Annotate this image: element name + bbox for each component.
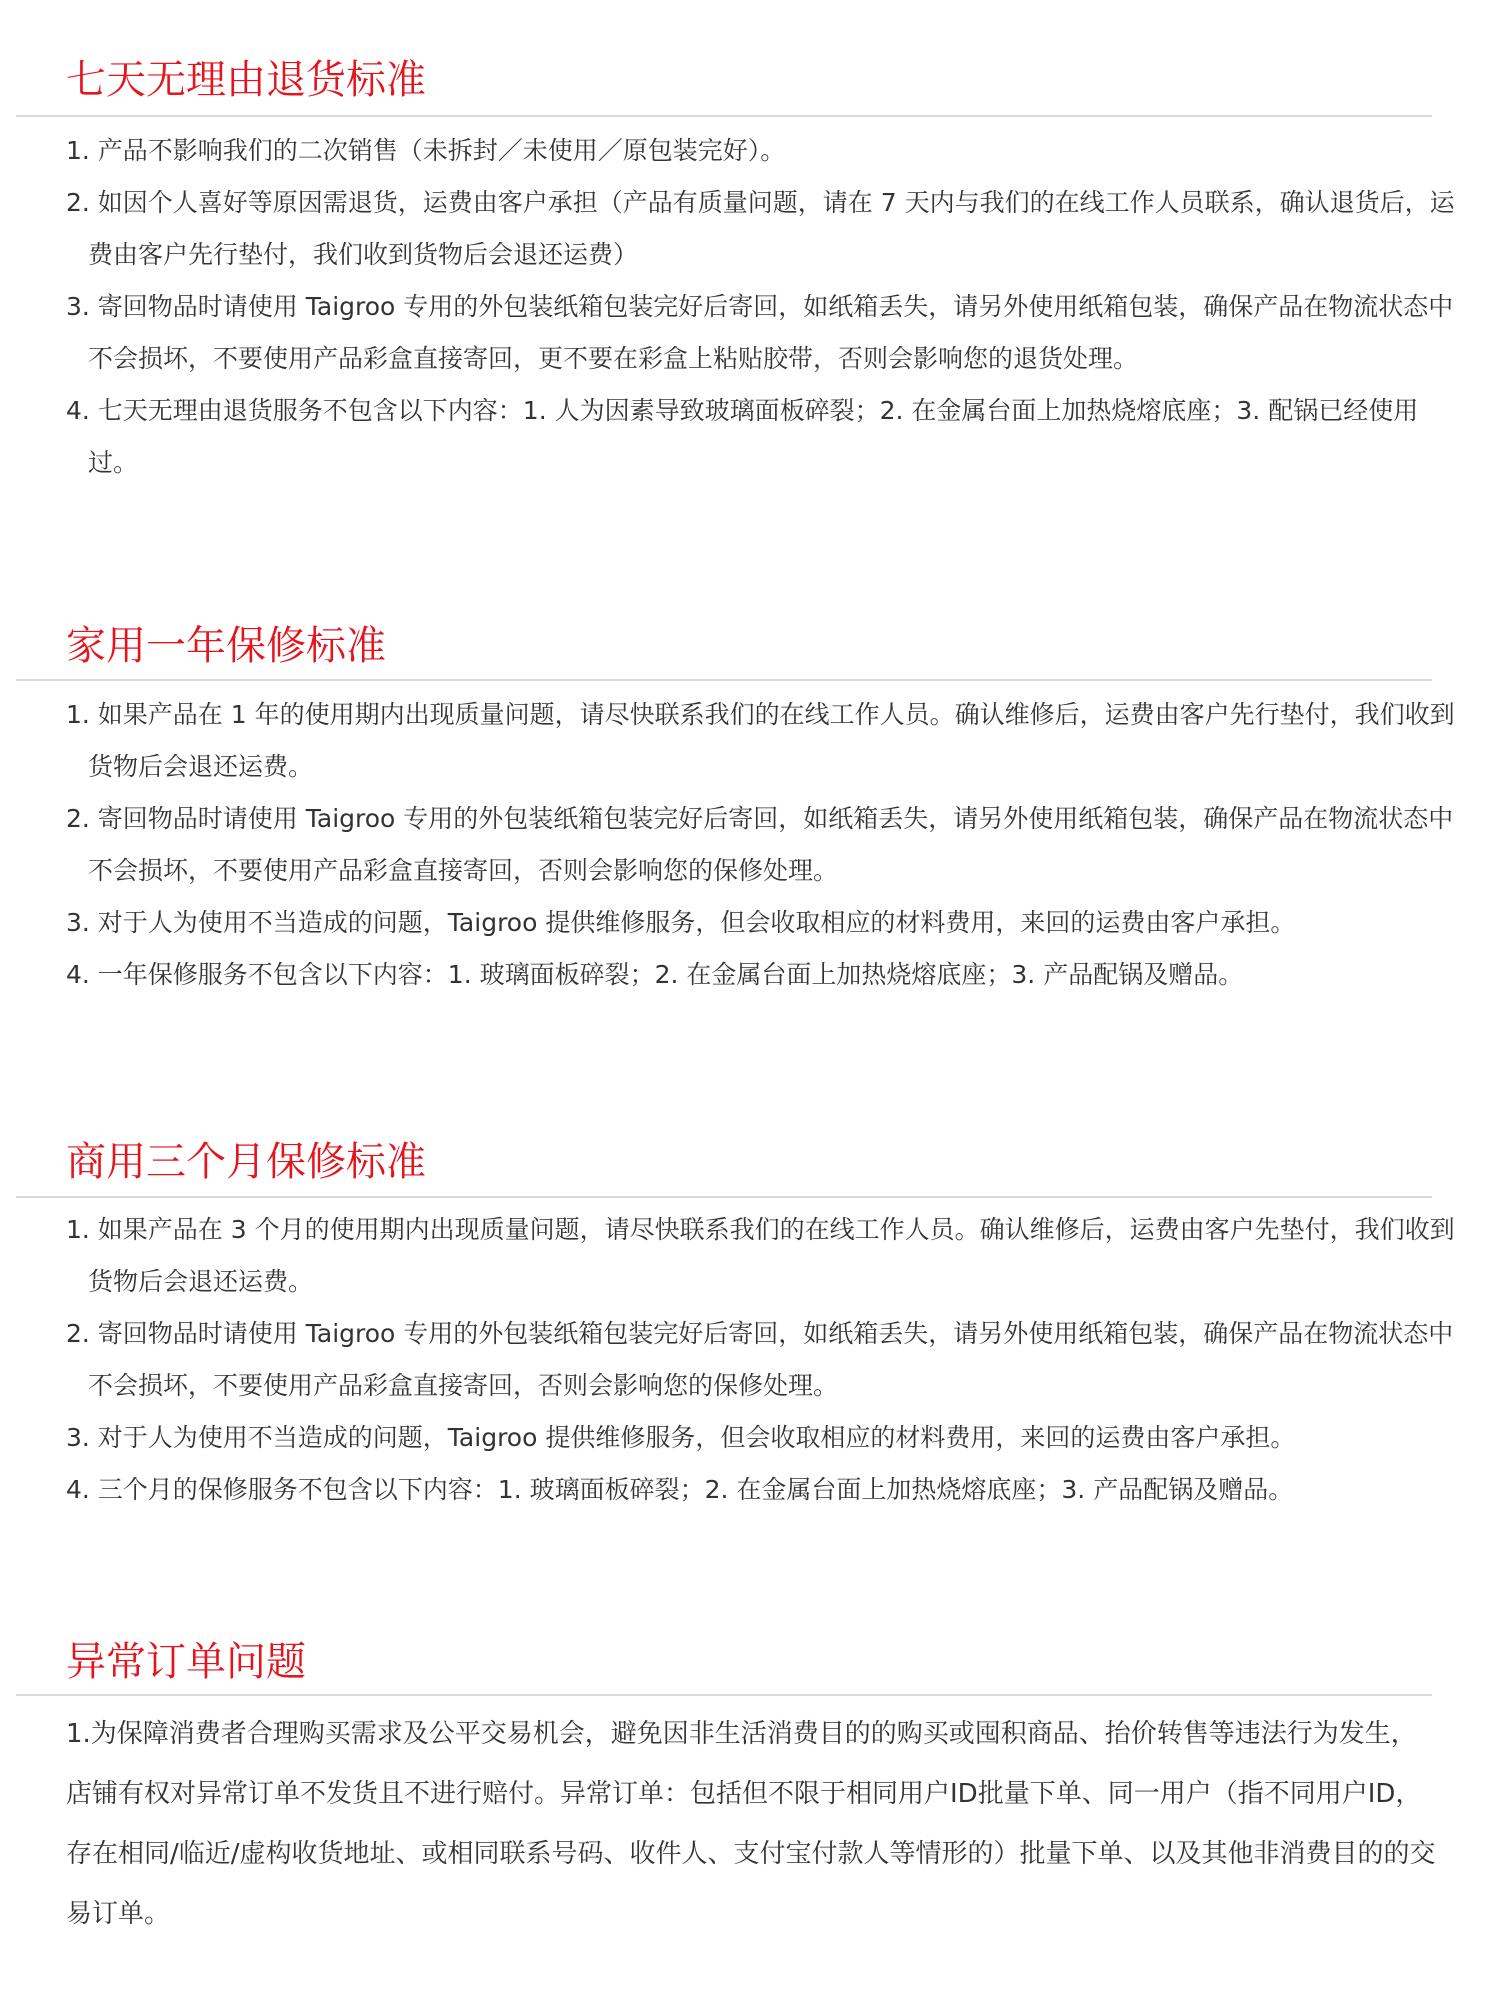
section-item-list	[66, 689, 1466, 1001]
list-item: 3. 对于人为使用不当造成的问题，Taigroo 提供维修服务，但会收取相应的材料费用，来回的运费由客户承担。	[66, 1423, 1296, 1452]
abnormal-order-paragraph: 1.为保障消费者合理购买需求及公平交易机会，避免因非生活消费目的的购买或囤积商品、抬价转售等违法行为发生，店铺有权对异常订单不发货且不进行赔付。异常订单：包括但不限于相同用户ID批量下单、同一用户（指不同用户ID，存在相同/临近/虚构收货地址、或相同联系号码、收件人、支付宝付款人等情形的）批量下单、以及其他非消费目的的交易订单。	[66, 1719, 1436, 1929]
section-item-list	[66, 1204, 1466, 1516]
list-item: 4. 一年保修服务不包含以下内容：1. 玻璃面板碎裂；2. 在金属台面上加热烧熔底座；3. 产品配锅及赠品。	[66, 960, 1244, 989]
section-title: 异常订单问题	[66, 1639, 306, 1685]
section-title: 商用三个月保修标准	[66, 1139, 426, 1185]
list-item: 2. 如因个人喜好等原因需退货，运费由客户承担（产品有质量问题，请在 7 天内与我们的在线工作人员联系，确认退货后，运费由客户先行垫付，我们收到货物后会退还运费）	[66, 188, 1455, 269]
list-item: 2. 寄回物品时请使用 Taigroo 专用的外包装纸箱包装完好后寄回，如纸箱丢失，请另外使用纸箱包装，确保产品在物流状态中不会损坏，不要使用产品彩盒直接寄回，否则会影响您的保修处理。	[66, 804, 1454, 885]
list-item: 4. 三个月的保修服务不包含以下内容：1. 玻璃面板碎裂；2. 在金属台面上加热烧熔底座；3. 产品配锅及赠品。	[66, 1475, 1294, 1504]
list-item: 4. 七天无理由退货服务不包含以下内容：1. 人为因素导致玻璃面板碎裂；2. 在金属台面上加热烧熔底座；3. 配锅已经使用过。	[66, 396, 1419, 477]
list-item: 1. 如果产品在 1 年的使用期内出现质量问题，请尽快联系我们的在线工作人员。确认维修后，运费由客户先行垫付，我们收到货物后会退还运费。	[66, 700, 1455, 781]
section-item-list	[66, 125, 1466, 489]
section-divider	[16, 115, 1432, 117]
list-item: 1. 如果产品在 3 个月的使用期内出现质量问题，请尽快联系我们的在线工作人员。确认维修后，运费由客户先垫付，我们收到货物后会退还运费。	[66, 1215, 1455, 1296]
section-divider	[16, 679, 1432, 681]
section-title: 七天无理由退货标准	[66, 57, 426, 103]
list-item: 2. 寄回物品时请使用 Taigroo 专用的外包装纸箱包装完好后寄回，如纸箱丢失，请另外使用纸箱包装，确保产品在物流状态中不会损坏，不要使用产品彩盒直接寄回，否则会影响您的保修处理。	[66, 1319, 1454, 1400]
list-item: 1. 产品不影响我们的二次销售（未拆封／未使用／原包装完好）。	[66, 136, 786, 165]
section-divider	[16, 1694, 1432, 1696]
list-item: 3. 寄回物品时请使用 Taigroo 专用的外包装纸箱包装完好后寄回，如纸箱丢失，请另外使用纸箱包装，确保产品在物流状态中不会损坏，不要使用产品彩盒直接寄回，更不要在彩盒上粘贴胶带，否则会影响您的退货处理。	[66, 292, 1454, 373]
section-divider	[16, 1196, 1432, 1198]
section-title: 家用一年保修标准	[66, 623, 386, 669]
list-item: 3. 对于人为使用不当造成的问题，Taigroo 提供维修服务，但会收取相应的材料费用，来回的运费由客户承担。	[66, 908, 1296, 937]
